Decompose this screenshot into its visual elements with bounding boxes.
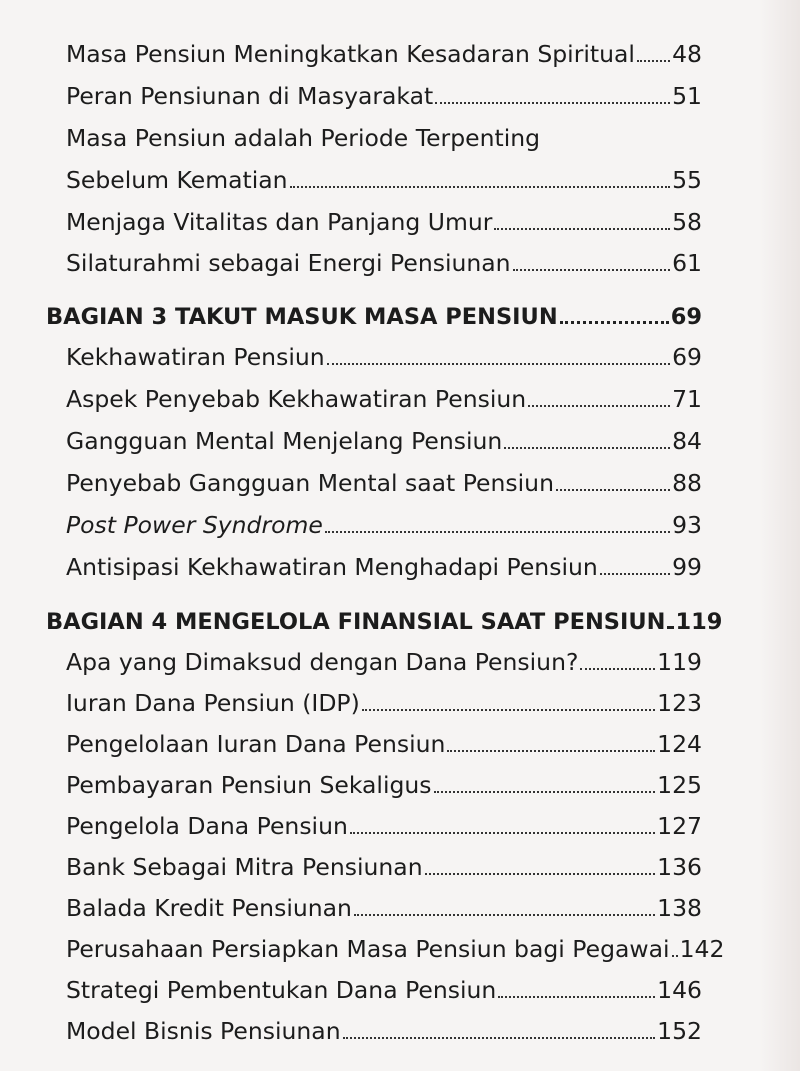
toc-entry-page: 136 <box>657 852 702 881</box>
toc-entry <box>66 539 702 579</box>
dot-leader <box>637 60 670 62</box>
toc-entry-title: Masa Pensiun Meningkatkan Kesadaran Spiritual <box>66 39 635 68</box>
toc-entry <box>66 497 702 537</box>
toc-entry <box>66 962 702 1002</box>
section-page: 69 <box>670 303 702 330</box>
toc-entry-title: Silaturahmi sebagai Energi Pensiunan <box>66 248 511 277</box>
toc-entry <box>66 634 702 674</box>
toc-entry <box>66 839 702 879</box>
toc-entry-title: Sebelum Kematian <box>66 165 288 194</box>
toc-section-heading <box>46 288 702 328</box>
toc-entry <box>66 1003 702 1043</box>
toc-entry-title: Peran Pensiunan di Masyarakat <box>66 81 434 110</box>
toc-entry-title: Aspek Penyebab Kekhawatiran Pensiun <box>66 384 527 413</box>
toc-entry-page: 119 <box>657 647 702 676</box>
toc-entry-page: 71 <box>672 384 702 413</box>
dot-leader <box>325 531 670 533</box>
dot-leader <box>447 750 655 752</box>
toc-entry <box>66 110 702 150</box>
dot-leader <box>528 405 670 407</box>
toc-entry-page: 58 <box>672 207 702 236</box>
toc-entry-page: 146 <box>657 975 702 1004</box>
toc-entry-page: 55 <box>672 165 702 194</box>
toc-entry-page: 125 <box>657 770 702 799</box>
toc-entry-page: 99 <box>672 552 702 581</box>
toc-entry-page: 69 <box>672 342 702 371</box>
section-title: BAGIAN 3 TAKUT MASUK MASA PENSIUN <box>46 303 558 330</box>
dot-leader <box>425 873 656 875</box>
dot-leader <box>672 955 678 957</box>
toc-entry-title: Kekhawatiran Pensiun <box>66 342 325 371</box>
toc-entry-title: Post Power Syndrome <box>66 510 323 539</box>
toc-entry-page: 61 <box>672 248 702 277</box>
dot-leader <box>580 668 655 670</box>
section-page: 119 <box>675 608 723 635</box>
toc-entry-title: Antisipasi Kekhawatiran Menghadapi Pensiun <box>66 552 598 581</box>
toc-entry-page: 124 <box>657 729 702 758</box>
toc-entry <box>66 921 725 963</box>
toc-entry <box>66 68 702 108</box>
toc-entry <box>66 880 702 920</box>
toc-entry <box>66 152 702 192</box>
toc-entry-title: Pembayaran Pensiun Sekaligus <box>66 770 432 799</box>
toc-entry-title: Perusahaan Persiapkan Masa Pensiun bagi Pegawai <box>66 934 670 963</box>
toc-entry <box>66 329 702 369</box>
toc-entry-page: 88 <box>672 468 702 497</box>
dot-leader <box>435 102 670 104</box>
toc-entry-title: Apa yang Dimaksud dengan Dana Pensiun? <box>66 647 579 676</box>
toc-entry <box>66 757 702 797</box>
toc-entry <box>66 235 702 275</box>
dot-leader <box>354 914 655 916</box>
dot-leader <box>494 228 670 230</box>
dot-leader <box>498 996 655 998</box>
dot-leader <box>327 363 670 365</box>
toc-entry-page: 84 <box>672 426 702 455</box>
toc-entry-page: 138 <box>657 893 702 922</box>
toc-entry-title: Pengelolaan Iuran Dana Pensiun <box>66 729 446 758</box>
toc-entry-title: Model Bisnis Pensiunan <box>66 1016 341 1045</box>
toc-entry <box>66 455 702 495</box>
dot-leader <box>504 447 670 449</box>
toc-entry <box>66 413 702 453</box>
toc-entry-title: Penyebab Gangguan Mental saat Pensiun <box>66 468 554 497</box>
toc-entry-title: Masa Pensiun adalah Periode Terpenting <box>66 123 541 152</box>
toc-entry-title: Menjaga Vitalitas dan Panjang Umur <box>66 207 493 236</box>
toc-entry-page: 152 <box>657 1016 702 1045</box>
toc-entry <box>66 675 702 715</box>
dot-leader <box>362 709 655 711</box>
toc-entry <box>66 194 702 234</box>
toc-entry-title: Pengelola Dana Pensiun <box>66 811 348 840</box>
dot-leader <box>513 269 671 271</box>
toc-entry-page: 142 <box>679 934 725 963</box>
toc-entry-title: Balada Kredit Pensiunan <box>66 893 352 922</box>
toc-entry-page: 123 <box>657 688 702 717</box>
dot-leader <box>350 832 655 834</box>
toc-entry-page: 127 <box>657 811 702 840</box>
toc-entry-title: Bank Sebagai Mitra Pensiunan <box>66 852 423 881</box>
toc-entry-page: 48 <box>672 39 702 68</box>
dot-leader <box>667 626 673 629</box>
dot-leader <box>556 489 670 491</box>
toc-entry <box>66 798 702 838</box>
toc-entry-title: Iuran Dana Pensiun (IDP) <box>66 688 360 717</box>
toc-entry-title: Gangguan Mental Menjelang Pensiun <box>66 426 503 455</box>
dot-leader <box>290 186 671 188</box>
toc-entry <box>66 716 702 756</box>
toc-entry-page: 93 <box>672 510 702 539</box>
toc-entry <box>66 371 702 411</box>
section-title: BAGIAN 4 MENGELOLA FINANSIAL SAAT PENSIUN <box>46 608 666 635</box>
toc-section-heading <box>46 593 723 635</box>
page-edge-shadow <box>760 0 800 1071</box>
dot-leader <box>600 573 670 575</box>
dot-leader <box>434 791 656 793</box>
toc-entry-title: Strategi Pembentukan Dana Pensiun <box>66 975 497 1004</box>
toc-entry <box>66 26 702 66</box>
dot-leader <box>343 1037 656 1039</box>
toc-entry-page: 51 <box>672 81 702 110</box>
dot-leader <box>560 321 669 324</box>
